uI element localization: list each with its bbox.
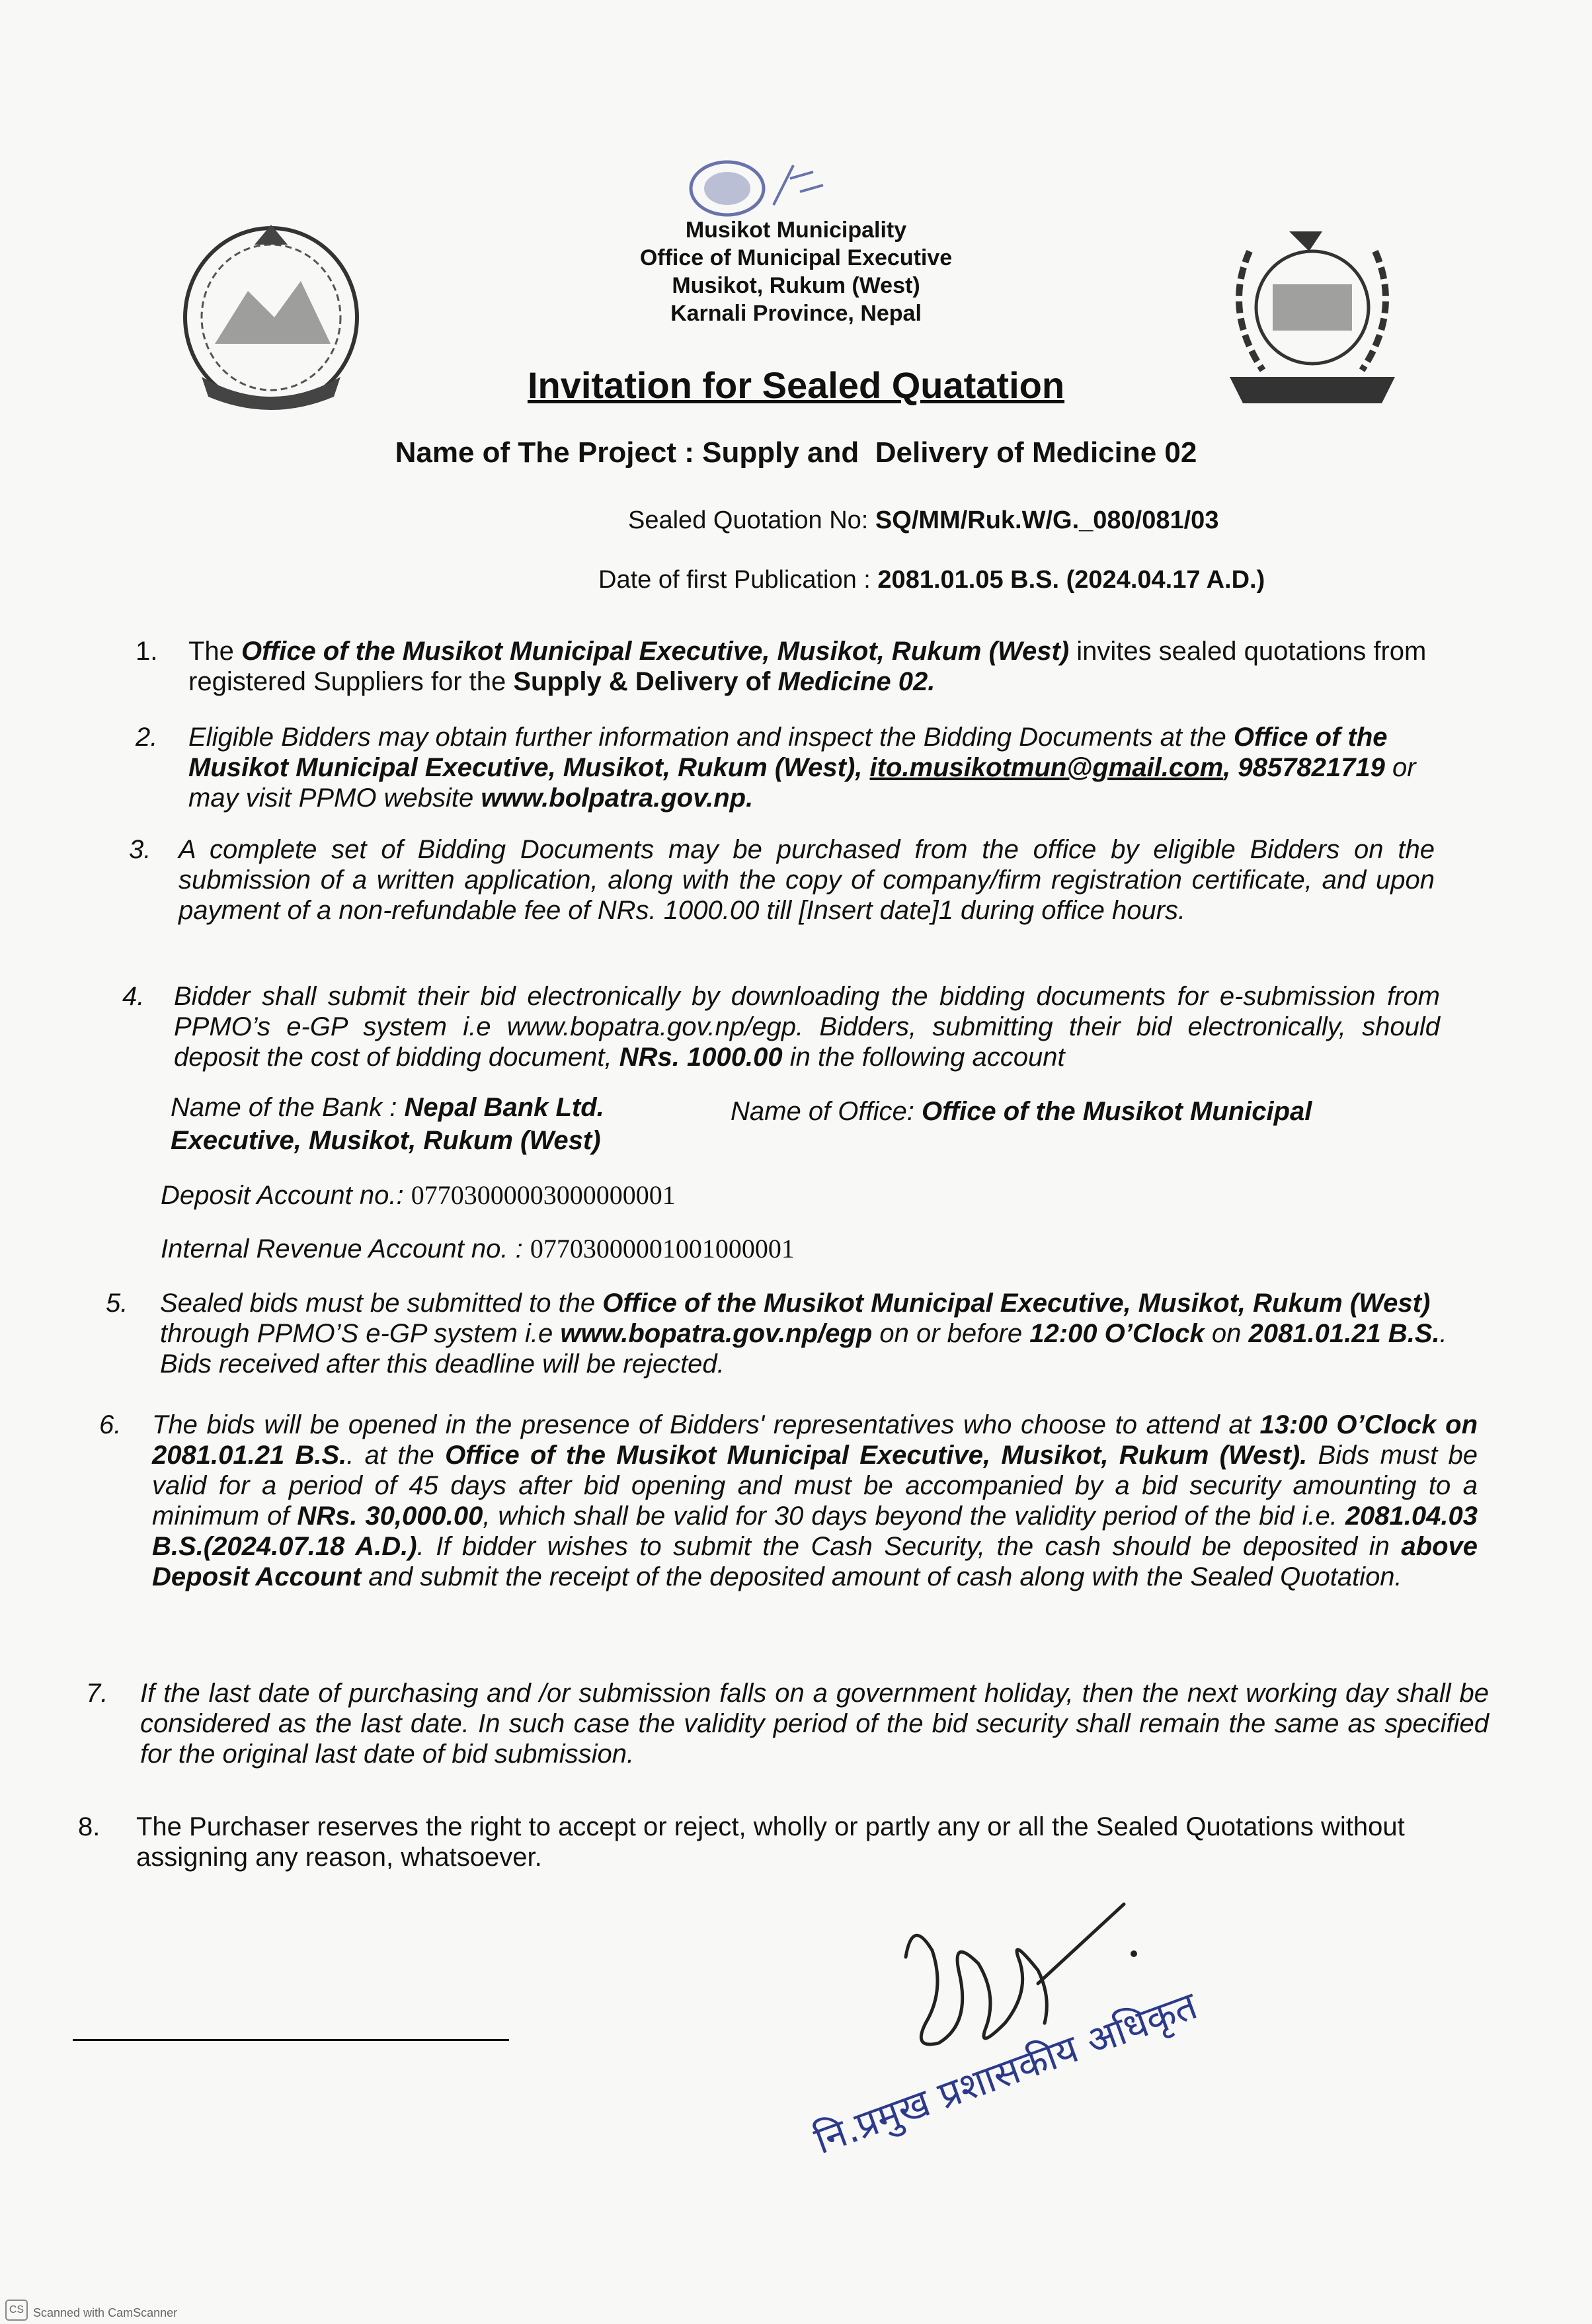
- revenue-account: Internal Revenue Account no. : 07703000001001000001: [161, 1234, 795, 1263]
- quotation-number: Sealed Quotation No: SQ/MM/Ruk.W/G._080/081/03: [628, 506, 1219, 534]
- list-item: 4. Bidder shall submit their bid electronically by downloading the bidding documents for e-submission from PPMO’s e-GP system i.e www.bopatra.gov.np/egp. Bidders, submitting their bid electronically, should deposit the cost of bidding document, NRs. 1000.00 in the following account: [122, 982, 1440, 1072]
- header-address: Musikot, Rukum (West): [672, 273, 920, 298]
- list-item: 1. The Office of the Musikot Municipal Executive, Musikot, Rukum (West) invites sealed quotations from registered Suppliers for the Supply & Delivery of Medicine 02.: [136, 637, 1427, 696]
- office-name: Name of Office: Office of the Musikot Municipal: [731, 1097, 1312, 1126]
- document-title: Invitation for Sealed Quatation: [527, 364, 1065, 406]
- publication-date: Date of first Publication : 2081.01.05 B.S. (2024.04.17 A.D.): [598, 566, 1265, 594]
- list-item: 7. If the last date of purchasing and /or submission falls on a government holiday, then the next working day shall be considered as the last date. In such case the validity period of the bid security shall remain the same as specified for the original last date of bid submission.: [86, 1679, 1489, 1769]
- header-office: Office of Municipal Executive: [639, 245, 953, 270]
- camscanner-icon: CS: [5, 2300, 28, 2321]
- website-link[interactable]: www.bolpatra.gov.np.: [481, 783, 754, 813]
- official-designation-stamp: नि.प्रमुख प्रशासकीय अधिकृत: [808, 1982, 1203, 2163]
- header-province: Karnali Province, Nepal: [670, 301, 922, 326]
- deposit-account: Deposit Account no.: 07703000003000000001: [161, 1180, 676, 1210]
- footer-scanner-note: Scanned with CamScanner: [33, 2306, 178, 2319]
- office-name-cont: Executive, Musikot, Rukum (West): [171, 1126, 601, 1155]
- bank-name: Name of the Bank : Nepal Bank Ltd.: [171, 1093, 604, 1122]
- project-value: Supply and Delivery of Medicine 02: [702, 436, 1197, 469]
- project-label: Name of The Project :: [395, 436, 694, 469]
- musikot-municipality-logo-icon: [681, 152, 840, 218]
- header-municipality: Musikot Municipality: [685, 218, 907, 243]
- list-item: 8. The Purchaser reserves the right to accept or reject, wholly or partly any or all the Sealed Quotations without assigning any reason, whatsoever.: [78, 1812, 1405, 1872]
- list-item: 2. Eligible Bidders may obtain further information and inspect the Bidding Documents at the Office of the Musikot Municipal Executive, Musikot, Rukum (West), ito.musikotmun@gmail.com, 9857821719 or may visit PPMO website www.bolpatra.gov.np.: [136, 723, 1416, 813]
- project-name: [0, 436, 1592, 469]
- signature-line: [73, 2039, 509, 2041]
- email-link[interactable]: ito.musikotmun@gmail.com: [869, 753, 1224, 782]
- list-item: 5. Sealed bids must be submitted to the Office of the Musikot Municipal Executive, Musikot, Rukum (West) through PPMO’S e-GP system i.e www.bopatra.gov.np/egp on or before 12:00 O’Clock on 2081.01.21 B.S.. Bids received after this deadline will be rejected.: [106, 1289, 1447, 1379]
- list-item: 6. The bids will be opened in the presence of Bidders' representatives who choose to attend at 13:00 O’Clock on 2081.01.21 B.S.. at the Office of the Musikot Municipal Executive, Musikot, Rukum (West). Bids must be valid for a period of 45 days after bid opening and must be accompanied by a bid security amounting to a minimum of NRs. 30,000.00, which shall be valid for 30 days beyond the validity period of the bid i.e. 2081.04.03 B.S.(2024.07.18 A.D.). If bidder wishes to submit the Cash Security, the cash should be deposited in above Deposit Account and submit the receipt of the deposited amount of cash along with the Sealed Quotation.: [99, 1410, 1478, 1591]
- list-item: 3. A complete set of Bidding Documents may be purchased from the office by eligible Bidders on the submission of a written application, along with the copy of company/firm registration certificate, and upon payment of a non-refundable fee of NRs. 1000.00 till [Insert date]1 during office hours.: [129, 835, 1435, 925]
